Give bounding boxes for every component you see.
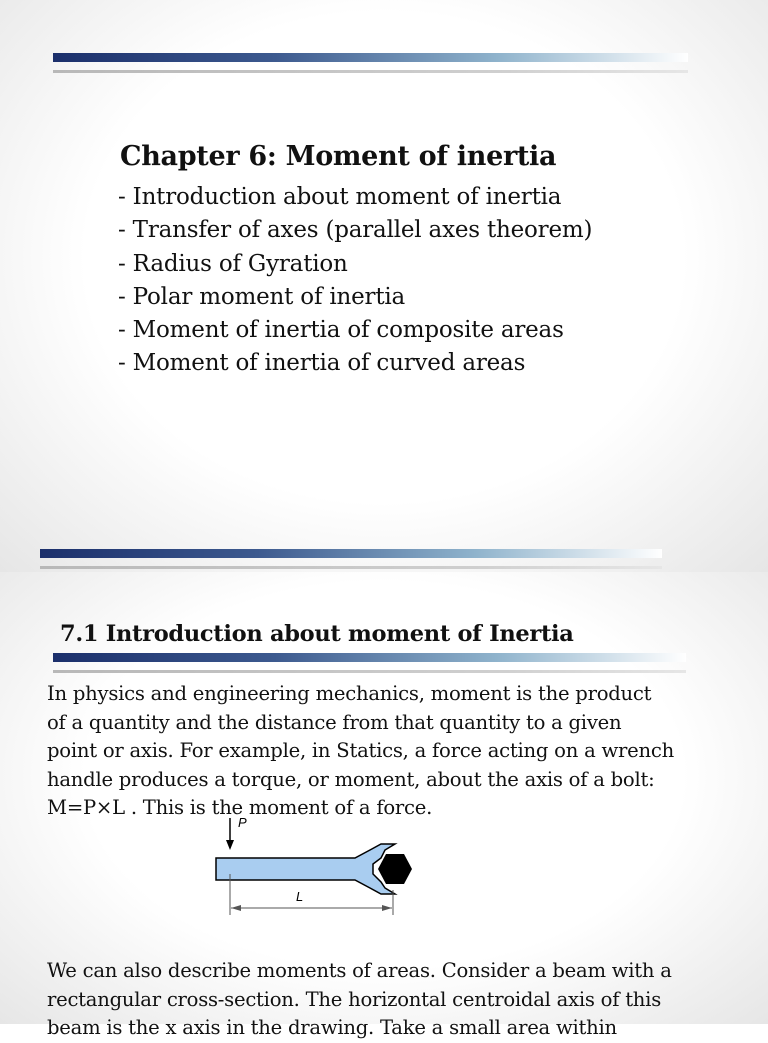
section-title: 7.1 Introduction about moment of Inertia (60, 621, 574, 647)
topic-list (118, 181, 592, 381)
dimension-arrow-right (382, 905, 392, 911)
paragraph-line: We can also describe moments of areas. Consider a beam with a (47, 959, 672, 982)
paragraph-line: of a quantity and the distance from that quantity to a given (47, 710, 622, 734)
paragraph-line: rectangular cross-section. The horizontal centroidal axis of this (47, 987, 662, 1011)
wrench-diagram (205, 812, 425, 922)
paragraph-line: In physics and engineering mechanics, moment is the product (47, 682, 652, 705)
paragraph-line: beam is the x axis in the drawing. Take a small area within (47, 1016, 617, 1040)
header-accent-bar (53, 653, 686, 662)
chapter-title: Chapter 6: Moment of inertia (120, 141, 557, 172)
topic-item: - Radius of Gyration (118, 250, 348, 277)
intro-paragraph (47, 680, 727, 823)
force-label: P (238, 815, 247, 830)
paragraph-line: M=P×L . This is the moment of a force. (47, 796, 433, 820)
bolt-hexagon (378, 854, 412, 884)
continuation-paragraph (47, 957, 727, 1043)
dimension-arrow-left (231, 905, 241, 911)
header-divider (53, 70, 688, 73)
paragraph-line: handle produces a torque, or moment, about the axis of a bolt: (47, 767, 655, 791)
footer-accent-bar (40, 549, 662, 558)
wrench-body (216, 844, 395, 894)
topic-item: - Moment of inertia of composite areas (118, 317, 564, 344)
topic-item: - Moment of inertia of curved areas (118, 350, 526, 377)
force-arrow-head (226, 840, 234, 850)
topic-item: - Polar moment of inertia (118, 283, 406, 310)
footer-divider (40, 566, 662, 569)
header-divider (53, 670, 686, 673)
topic-item: - Transfer of axes (parallel axes theorem) (118, 217, 593, 244)
topic-item: - Introduction about moment of inertia (118, 184, 562, 210)
slide-2 (0, 572, 768, 1040)
header-accent-bar (53, 53, 688, 62)
length-label: L (296, 889, 304, 904)
paragraph-line: point or axis. For example, in Statics, a force acting on a wrench (47, 739, 674, 763)
